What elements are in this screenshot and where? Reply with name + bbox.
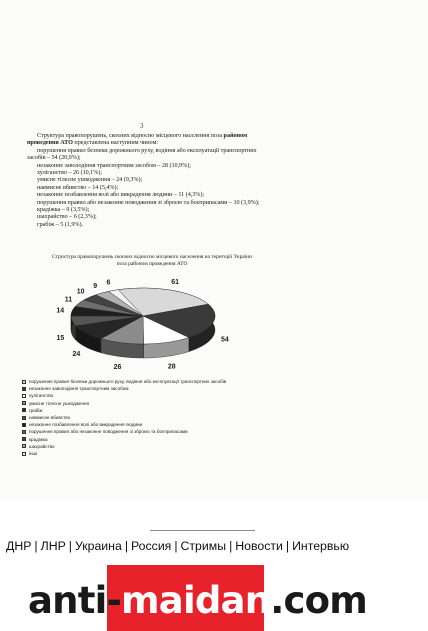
legend-swatch — [22, 444, 26, 448]
legend-item — [22, 392, 282, 399]
logo-part-left: anti- — [28, 579, 122, 622]
pie-chart — [38, 264, 248, 384]
list-item: порушення правил безпеки дорожнього руху, водіння або експлуатації транспортних засобів – 54 (20,9%); — [27, 146, 257, 162]
legend-swatch — [22, 452, 26, 456]
legend-label: умисне тілесне ушкодження — [29, 400, 90, 406]
nav-link[interactable]: Россия — [131, 539, 172, 553]
pie-value-label: 24 — [72, 351, 81, 359]
list-item: умисне тілесне ушкодження – 24 (9,3%); — [37, 176, 143, 184]
list-item: порушення правил або незаконне поводження зі зброєю та боєприпасами – 10 (3,9%); — [37, 198, 260, 206]
legend-item — [22, 385, 282, 392]
legend-swatch — [22, 387, 26, 391]
chart-title: Структура правопорушень скоєних відносно місцевого населення на території України поза районом проведення АТО — [52, 254, 252, 267]
legend-item — [22, 414, 282, 421]
list-item: хуліганство – 26 (10,1%); — [37, 169, 102, 177]
pie-value-label: 26 — [113, 364, 122, 372]
legend-item — [22, 428, 282, 435]
list-item: грабіж – 5 (1,9%). — [37, 220, 84, 228]
legend-item — [22, 407, 282, 414]
legend-label: незаконне заволодіння транспортним засобом — [29, 386, 129, 392]
legend-swatch — [22, 423, 26, 427]
nav-link[interactable]: ДНР — [6, 539, 32, 553]
nav-separator: | — [34, 539, 38, 553]
pie-value-label: 9 — [93, 282, 98, 290]
list-item: шахрайство – 6 (2,3%); — [37, 213, 97, 221]
legend-label: інші — [29, 451, 38, 457]
intro-paragraph: Структура правопорушень, скоєних відносно місцевого населення поза районом проведення АТО представлена наступним чином: — [27, 132, 248, 147]
logo-part-mid: maidan — [121, 579, 271, 622]
legend-item — [22, 400, 282, 407]
legend-item — [22, 421, 282, 428]
legend-swatch — [22, 430, 26, 434]
legend-item — [22, 443, 282, 450]
legend-label: хуліганство — [29, 393, 54, 399]
nav-link[interactable]: ЛНР — [40, 539, 66, 553]
nav-link[interactable]: Новости — [235, 539, 283, 553]
legend-item — [22, 436, 282, 443]
legend-swatch — [22, 401, 26, 405]
legend-item — [22, 378, 282, 385]
pie-value-label: 11 — [64, 296, 73, 304]
list-item: крадіжка – 9 (3,5%); — [37, 206, 90, 214]
pie-value-label: 6 — [106, 279, 111, 287]
legend-label: грабіж — [29, 407, 43, 413]
site-logo[interactable] — [28, 578, 367, 624]
nav-link[interactable]: Стримы — [180, 539, 227, 553]
pie-value-label: 14 — [56, 307, 65, 315]
legend-swatch — [22, 380, 26, 384]
document-body — [27, 132, 267, 228]
pie-value-label: 15 — [56, 334, 65, 342]
page-number: 3 — [140, 122, 144, 130]
legend-swatch — [22, 394, 26, 398]
divider — [150, 530, 255, 531]
legend-label: порушення правил безпеки дорожнього руху, водіння або експлуатації транспортних засобів — [29, 379, 227, 384]
legend-label: крадіжка — [29, 436, 48, 442]
legend-label: шахрайство — [29, 443, 55, 449]
legend-swatch — [22, 437, 26, 441]
legend-label: навмисне вбивство — [29, 415, 71, 421]
nav-separator: | — [285, 539, 290, 553]
legend-item — [22, 450, 282, 457]
pie-value-label: 54 — [221, 336, 229, 344]
nav-separator: | — [229, 539, 233, 553]
nav-link[interactable]: Интервью — [292, 539, 350, 553]
pie-value-label: 61 — [171, 278, 180, 286]
pie-value-label: 28 — [167, 363, 176, 371]
list-item: незаконне заволодіння транспортним засобом – 28 (10,9%); — [37, 161, 191, 169]
site-nav — [6, 539, 422, 553]
legend-swatch — [22, 416, 26, 420]
nav-separator: | — [124, 539, 129, 553]
list-item: навмисне вбивство – 14 (5,4%); — [37, 183, 119, 191]
chart-legend — [22, 378, 282, 457]
legend-label: незаконне позбавлення волі або викрадення людини — [29, 422, 143, 428]
pie-value-label: 10 — [76, 288, 85, 296]
logo-part-right: .com — [270, 579, 368, 622]
list-item: незаконне позбавлення волі або викрадення людини – 11 (4,3%); — [37, 191, 205, 199]
legend-swatch — [22, 408, 26, 412]
nav-separator: | — [68, 539, 72, 553]
legend-label: порушення правил або незаконне поводження зі зброєю та боєприпасами — [29, 429, 188, 435]
nav-separator: | — [174, 539, 178, 553]
nav-link[interactable]: Украина — [74, 539, 122, 553]
intro-bold-phrase: районом проведення АТО — [27, 132, 248, 147]
